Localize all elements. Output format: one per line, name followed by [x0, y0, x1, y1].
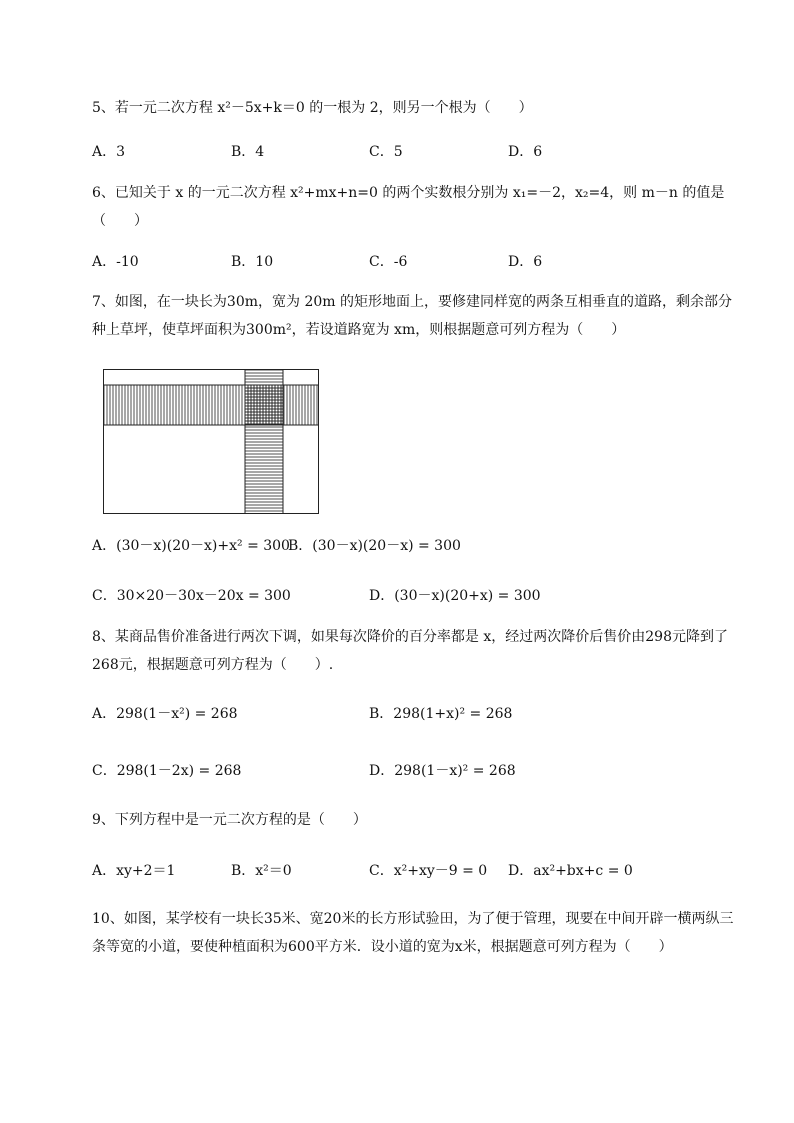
question-6: 6、已知关于 x 的一元二次方程 x²+mx+n=0 的两个实数根分别为 x₁=－2，x₂=4，则 m－n 的值是（ ） [92, 185, 725, 229]
q7-option-c[interactable]: C．30×20－30x－20x = 300 [92, 588, 291, 604]
q9-option-b[interactable]: B．x²＝0 [231, 863, 292, 879]
road-diagram [103, 369, 319, 514]
q5-option-a[interactable]: A．3 [92, 144, 126, 160]
q6-option-b[interactable]: B．10 [231, 254, 274, 270]
q8-option-d[interactable]: D．298(1－x)² = 268 [369, 763, 516, 779]
q9-option-c[interactable]: C．x²+xy－9 = 0 [369, 863, 488, 879]
q8-option-b[interactable]: B．298(1+x)² = 268 [369, 706, 513, 722]
q6-option-c[interactable]: C．-6 [369, 254, 408, 270]
horizontal-road [104, 385, 319, 425]
q9-option-d[interactable]: D．ax²+bx+c = 0 [508, 863, 633, 879]
q7-option-b[interactable]: B．(30－x)(20－x) = 300 [288, 538, 461, 554]
q8-option-c[interactable]: C．298(1－2x) = 268 [92, 763, 242, 779]
q8-option-a[interactable]: A．298(1－x²) = 268 [92, 706, 238, 722]
q7-option-a[interactable]: A．(30－x)(20－x)+x² = 300 [92, 538, 290, 554]
q5-option-b[interactable]: B．4 [231, 144, 265, 160]
question-7: 7、如图，在一块长为30m，宽为 20m 的矩形地面上，要修建同样宽的两条互相垂直的道路，剩余部分种上草坪，使草坪面积为300m²，若设道路宽为 xm，则根据题意可列方程为（ ） [92, 294, 732, 338]
q5-option-d[interactable]: D．6 [508, 144, 543, 160]
question-10: 10、如图，某学校有一块长35米、宽20米的长方形试验田，为了便于管理，现要在中间开辟一横两纵三条等宽的小道，要使种植面积为600平方米．设小道的宽为x米，根据题意可列方程为（ ） [92, 911, 734, 955]
question-8: 8、某商品售价准备进行两次下调，如果每次降价的百分率都是 x，经过两次降价后售价由298元降到了268元，根据题意可列方程为（ ）. [92, 629, 728, 673]
q9-option-a[interactable]: A．xy+2＝1 [92, 863, 176, 879]
question-5: 5、若一元二次方程 x²－5x+k＝0 的一根为 2，则另一个根为（ ） [92, 100, 533, 116]
q5-option-c[interactable]: C．5 [369, 144, 403, 160]
q6-option-a[interactable]: A．-10 [92, 254, 139, 270]
q7-option-d[interactable]: D．(30－x)(20+x) = 300 [369, 588, 541, 604]
q6-option-d[interactable]: D．6 [508, 254, 543, 270]
question-9: 9、下列方程中是一元二次方程的是（ ） [92, 812, 367, 828]
